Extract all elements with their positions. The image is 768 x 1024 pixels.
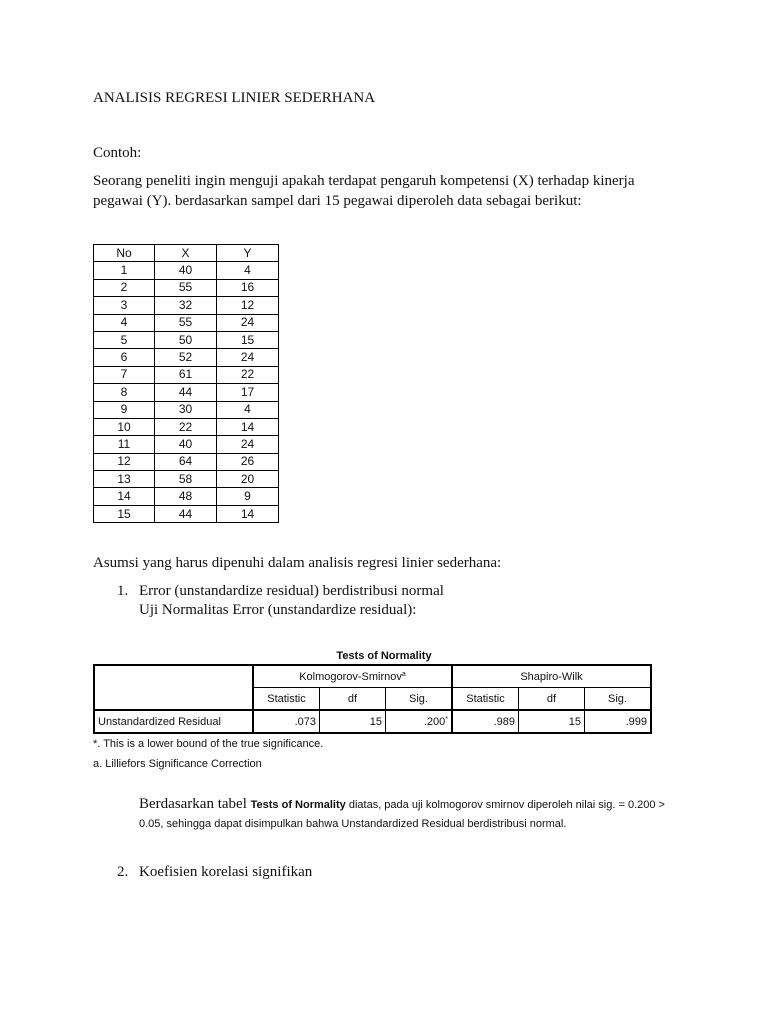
- cell-y: 4: [217, 262, 279, 279]
- col-df-ks: df: [320, 688, 386, 711]
- cell-no: 2: [94, 279, 155, 296]
- cell-x: 64: [155, 453, 217, 470]
- cell-y: 12: [217, 297, 279, 314]
- table-row: [94, 436, 279, 453]
- ks-sig-number: .200: [423, 715, 446, 728]
- sw-df-value: 15: [519, 710, 585, 733]
- table-row: [94, 471, 279, 488]
- cell-y: 14: [217, 505, 279, 522]
- cell-no: 10: [94, 418, 155, 435]
- sig-footnote-marker: *: [445, 715, 448, 723]
- cell-x: 32: [155, 297, 217, 314]
- example-label: Contoh:: [93, 145, 142, 161]
- table-row: [94, 279, 279, 296]
- col-sig-ks: Sig.: [386, 688, 453, 711]
- cell-x: 22: [155, 418, 217, 435]
- cell-y: 14: [217, 418, 279, 435]
- cell-no: 8: [94, 384, 155, 401]
- kolmogorov-smirnov-header: [253, 665, 452, 688]
- cell-y: 9: [217, 488, 279, 505]
- ks-df-value: 15: [320, 710, 386, 733]
- list-item-number: 2.: [117, 864, 129, 880]
- cell-x: 48: [155, 488, 217, 505]
- cell-no: 6: [94, 349, 155, 366]
- table-row: [94, 384, 279, 401]
- table-row: [94, 488, 279, 505]
- cell-y: 24: [217, 349, 279, 366]
- shapiro-wilk-header: Shapiro-Wilk: [452, 665, 651, 688]
- header-y: Y: [217, 245, 279, 262]
- ks-sig-value: [386, 710, 453, 733]
- col-df-sw: df: [519, 688, 585, 711]
- table-row: [94, 297, 279, 314]
- table-row: [94, 505, 279, 522]
- cell-x: 55: [155, 279, 217, 296]
- list-item: [117, 581, 444, 601]
- cell-y: 24: [217, 314, 279, 331]
- cell-no: 3: [94, 297, 155, 314]
- table-row: [94, 314, 279, 331]
- sw-statistic-value: .989: [452, 710, 519, 733]
- cell-no: 13: [94, 471, 155, 488]
- conclusion-table-name: Tests of Normality: [250, 799, 346, 811]
- list-item-text: Koefisien korelasi signifikan: [139, 864, 313, 880]
- table-row: [94, 262, 279, 279]
- table-row: [94, 710, 651, 733]
- list-item-text: Error (unstandardize residual) berdistribusi normal: [139, 583, 444, 599]
- table-row: [94, 418, 279, 435]
- cell-no: 14: [94, 488, 155, 505]
- data-table: [93, 244, 279, 523]
- cell-no: 9: [94, 401, 155, 418]
- header-x: X: [155, 245, 217, 262]
- footnote-lower-bound: *. This is a lower bound of the true significance.: [93, 738, 324, 750]
- cell-no: 12: [94, 453, 155, 470]
- cell-no: 4: [94, 314, 155, 331]
- cell-x: 44: [155, 384, 217, 401]
- cell-x: 40: [155, 436, 217, 453]
- cell-x: 55: [155, 314, 217, 331]
- normality-table: [93, 664, 652, 734]
- normality-table-title: Tests of Normality: [336, 650, 432, 662]
- cell-y: 24: [217, 436, 279, 453]
- col-statistic-sw: Statistic: [452, 688, 519, 711]
- list-item-subtext: Uji Normalitas Error (unstandardize residual):: [139, 602, 417, 618]
- cell-no: 5: [94, 331, 155, 348]
- cell-no: 11: [94, 436, 155, 453]
- cell-x: 61: [155, 366, 217, 383]
- row-label-unstandardized-residual: Unstandardized Residual: [94, 710, 253, 733]
- normality-corner-cell: [94, 665, 253, 710]
- data-table-header-row: [94, 245, 279, 262]
- table-row: [94, 331, 279, 348]
- footnote-lilliefors: a. Lilliefors Significance Correction: [93, 758, 262, 770]
- cell-no: 15: [94, 505, 155, 522]
- cell-y: 26: [217, 453, 279, 470]
- cell-y: 16: [217, 279, 279, 296]
- header-no: No: [94, 245, 155, 262]
- cell-x: 40: [155, 262, 217, 279]
- cell-x: 30: [155, 401, 217, 418]
- col-sig-sw: Sig.: [585, 688, 652, 711]
- cell-y: 20: [217, 471, 279, 488]
- cell-x: 44: [155, 505, 217, 522]
- cell-y: 15: [217, 331, 279, 348]
- normality-group-row: [94, 665, 651, 688]
- intro-paragraph: Seorang peneliti ingin menguji apakah terdapat pengaruh kompetensi (X) terhadap kinerja pegawai (Y). berdasarkan sampel dari 15 pegawai diperoleh data sebagai berikut:: [93, 173, 635, 209]
- kolmogorov-smirnov-label: Kolmogorov-Smirnov: [299, 670, 402, 683]
- cell-y: 17: [217, 384, 279, 401]
- document-title: ANALISIS REGRESI LINIER SEDERHANA: [93, 90, 376, 106]
- sw-sig-value: .999: [585, 710, 652, 733]
- cell-no: 7: [94, 366, 155, 383]
- cell-x: 58: [155, 471, 217, 488]
- list-item: [117, 862, 312, 882]
- table-row: [94, 453, 279, 470]
- table-row: [94, 401, 279, 418]
- assumptions-heading: Asumsi yang harus dipenuhi dalam analisis regresi linier sederhana:: [93, 555, 502, 571]
- conclusion-text: diatas, pada uji kolmogorov smirnov diperoleh nilai sig. = 0.200 > 0.05, sehingga dapat disimpulkan bahwa Unstandardized Residual berdistribusi normal.: [139, 799, 665, 830]
- cell-x: 50: [155, 331, 217, 348]
- list-item-number: 1.: [117, 583, 129, 599]
- cell-y: 22: [217, 366, 279, 383]
- kolmogorov-footnote-marker: a: [401, 670, 406, 678]
- cell-y: 4: [217, 401, 279, 418]
- table-row: [94, 349, 279, 366]
- conclusion-paragraph: [139, 795, 679, 833]
- cell-no: 1: [94, 262, 155, 279]
- cell-x: 52: [155, 349, 217, 366]
- ks-statistic-value: .073: [253, 710, 320, 733]
- table-row: [94, 366, 279, 383]
- col-statistic-ks: Statistic: [253, 688, 320, 711]
- conclusion-lead: Berdasarkan tabel: [139, 796, 251, 812]
